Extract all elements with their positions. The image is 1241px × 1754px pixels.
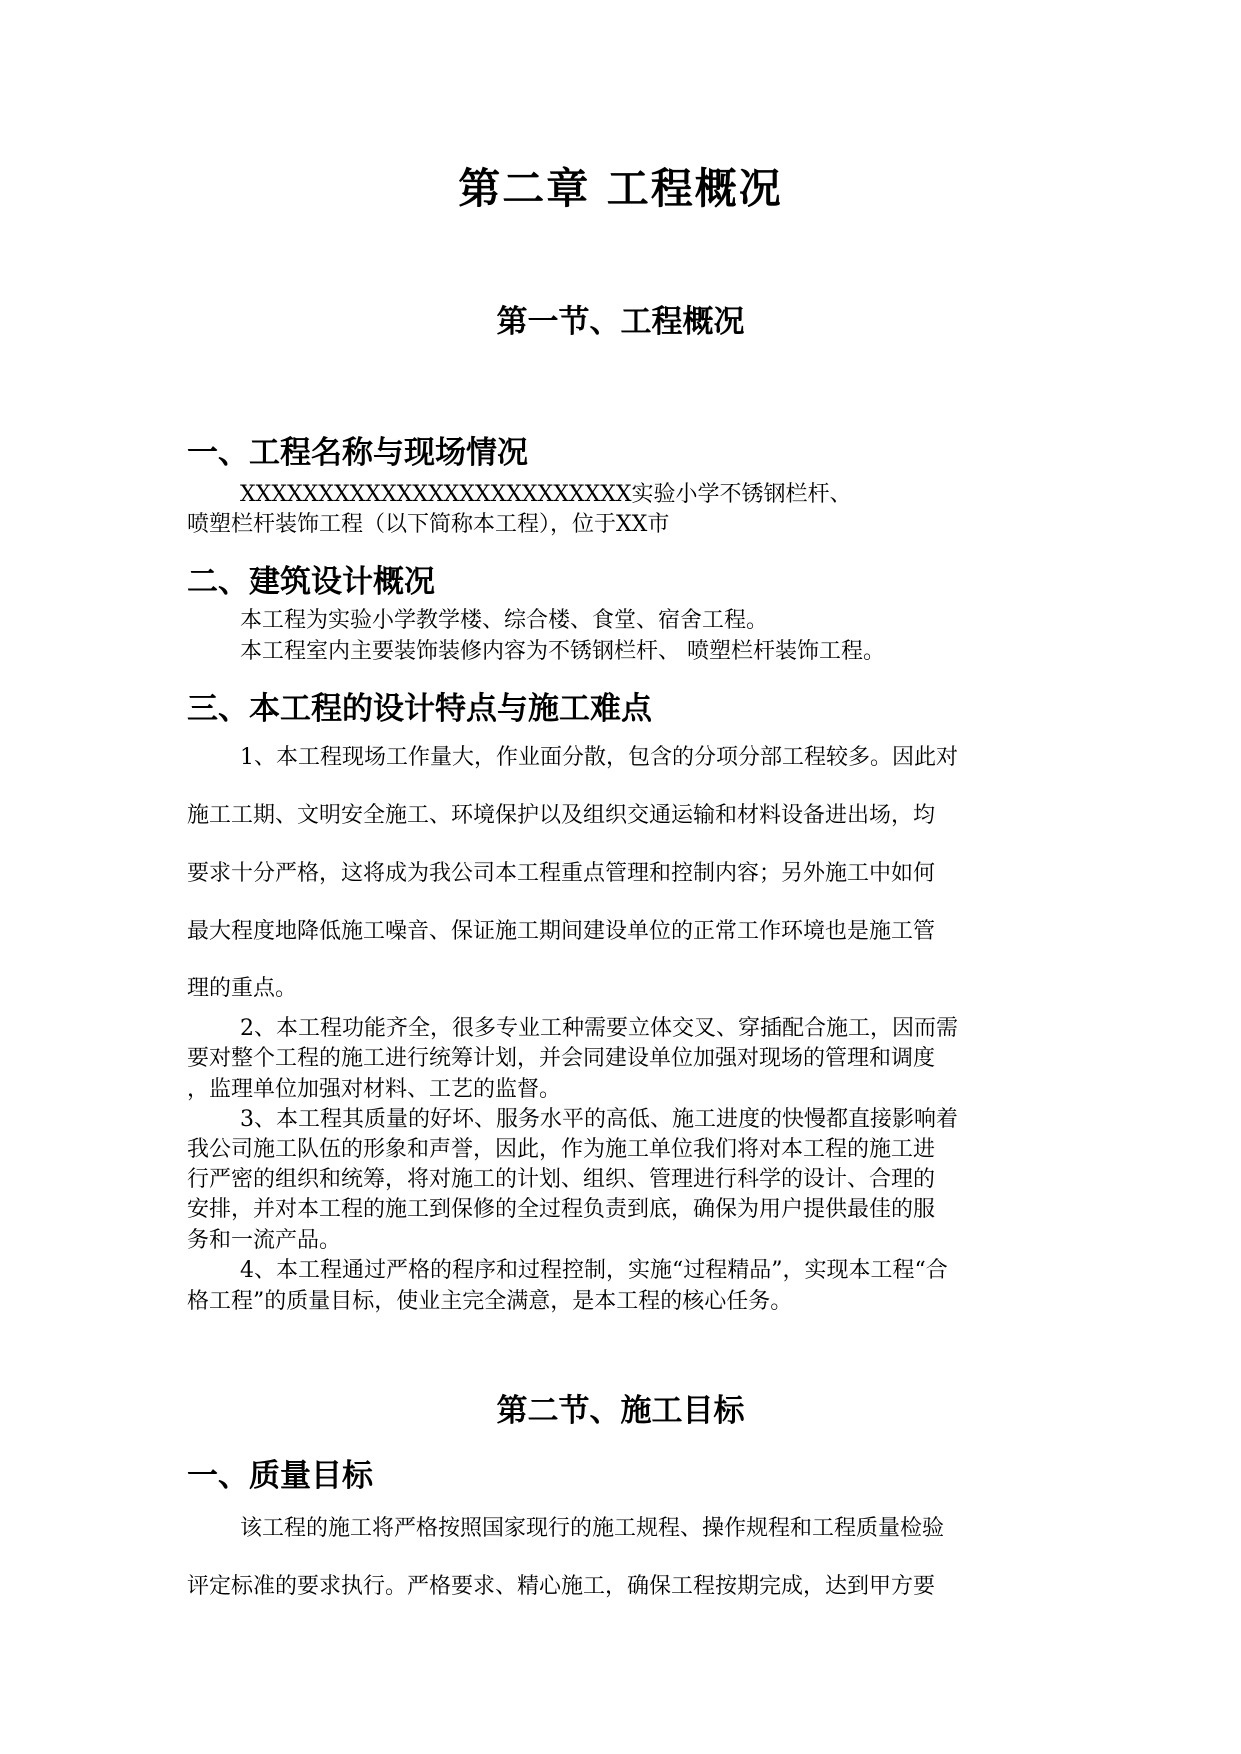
- paragraph-2-line: 2、本工程功能齐全，很多专业工种需要立体交叉、穿插配合施工，因而需: [240, 1016, 958, 1041]
- paragraph-2-line: 要对整个工程的施工进行统筹计划，并会同建设单位加强对现场的管理和调度: [187, 1046, 936, 1071]
- paragraph-1-line: 施工工期、文明安全施工、环境保护以及组织交通运输和材料设备进出场，均: [187, 803, 936, 828]
- paragraph-3-line: 行严密的组织和统筹，将对施工的计划、组织、管理进行科学的设计、合理的: [187, 1167, 936, 1192]
- paragraph-quality-line: 该工程的施工将严格按照国家现行的施工规程、操作规程和工程质量检验: [240, 1516, 945, 1541]
- paragraph-3-line: 3、本工程其质量的好坏、服务水平的高低、施工进度的快慢都直接影响着: [240, 1107, 958, 1132]
- text-line: 喷塑栏杆装饰工程（以下简称本工程），位于XX市: [187, 512, 670, 537]
- text-line: XXXXXXXXXXXXXXXXXXXXXXXXX实验小学不锈钢栏杆、: [240, 482, 852, 507]
- heading-quality-target: 一、质量目标: [187, 1458, 373, 1494]
- chapter-title: 第二章 工程概况: [458, 164, 783, 213]
- paragraph-1-line: 要求十分严格，这将成为我公司本工程重点管理和控制内容；另外施工中如何: [187, 861, 936, 886]
- heading-design-features: 三、本工程的设计特点与施工难点: [187, 691, 652, 727]
- text-line: 本工程室内主要装饰装修内容为不锈钢栏杆、 喷塑栏杆装饰工程。: [240, 639, 885, 664]
- section-2-title: 第二节、施工目标: [496, 1393, 745, 1429]
- paragraph-3-line: 务和一流产品。: [187, 1228, 342, 1253]
- paragraph-1-line: 最大程度地降低施工噪音、保证施工期间建设单位的正常工作环境也是施工管: [187, 919, 936, 944]
- paragraph-1-line: 1、本工程现场工作量大，作业面分散，包含的分项分部工程较多。因此对: [240, 745, 958, 770]
- paragraph-2-line: ，监理单位加强对材料、工艺的监督。: [187, 1077, 562, 1102]
- paragraph-4-line: 4、本工程通过严格的程序和过程控制，实施“过程精品”，实现本工程“合: [240, 1258, 948, 1283]
- paragraph-3-line: 我公司施工队伍的形象和声誉，因此，作为施工单位我们将对本工程的施工进: [187, 1137, 936, 1162]
- heading-project-name: 一、工程名称与现场情况: [187, 435, 528, 471]
- section-1-title: 第一节、工程概况: [496, 304, 745, 340]
- paragraph-1-line: 理的重点。: [187, 976, 298, 1001]
- heading-architecture-overview: 二、建筑设计概况: [187, 564, 435, 600]
- text-line: 本工程为实验小学教学楼、综合楼、食堂、宿舍工程。: [240, 608, 769, 633]
- paragraph-3-line: 安排，并对本工程的施工到保修的全过程负责到底，确保为用户提供最佳的服: [187, 1197, 936, 1222]
- paragraph-quality-line: 评定标准的要求执行。严格要求、精心施工，确保工程按期完成，达到甲方要: [187, 1574, 936, 1599]
- paragraph-4-line: 格工程”的质量目标，使业主完全满意，是本工程的核心任务。: [187, 1289, 793, 1314]
